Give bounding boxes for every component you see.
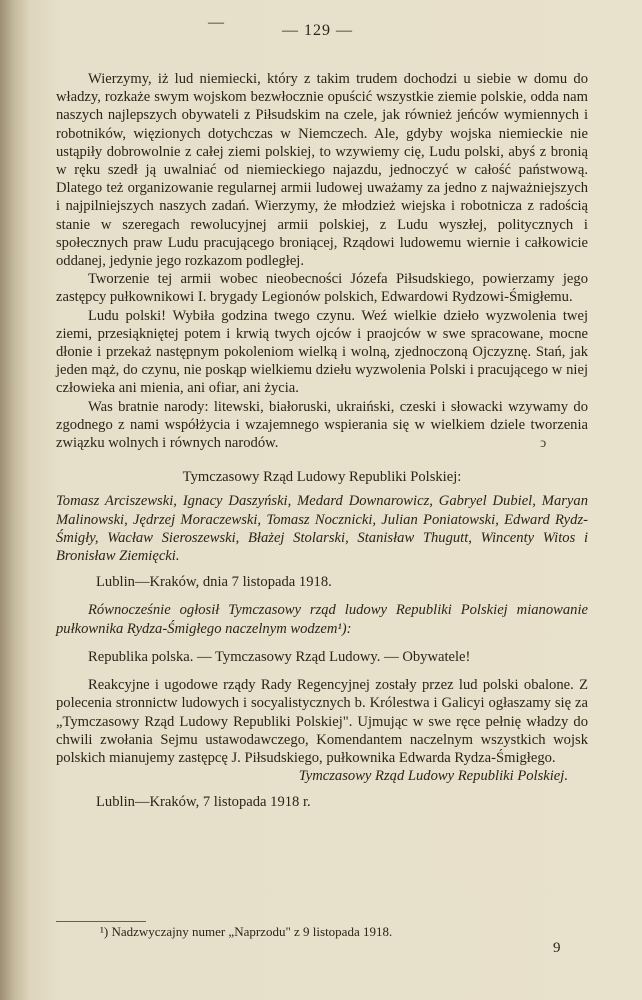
paragraph-1: Wierzymy, iż lud niemiecki, który z takim trudem dochodzi u siebie w domu do władzy, rozkaże swym wojskom bezwłocznie opuścić wszystkie ziemie polskie, odda nam naszych najlepszych obywateli z Piłsudskim na czele, jak również jeńców wymiennych i robotników, więzionych dotychczas w Niemczech. Ale, gdyby wojska niemieckie nie ustąpiły dobrowolnie z całej ziemi polskiej, to wzywiemy cię, Ludu polski, abyś z bronią w ręku szedł ją uwalniać od niemieckiego najazdu, jednoczyć w całość państwową. Dlatego też organizowanie regularnej armii ludowej uważamy za jedno z najważniejszych i najpilniejszych naszych zadań. Wierzymy, że młodzież wiejska i robotnicza z radością stanie w szeregach rewolucyjnej armii polskiej, z Ludu wyszłej, politycznych i społecznych praw Ludu pracującego broniącej, Rządowi ludowemu wiernie i całkowicie oddanej, jedynie jego rozkazom podległej. [56, 71, 588, 270]
paragraph-4: Was bratnie narody: litewski, białoruski, ukraiński, czeski i słowacki wzywamy do zgodnego z nami współżycia i wzajemnego wspierania się w wielkiem dziele tworzenia związku wolnych i równych narodów. [56, 398, 588, 452]
page-text [56, 70, 588, 812]
sheet-signature-mark: 9 [553, 940, 561, 956]
paragraph-3: Ludu polski! Wybiła godzina twego czynu. Weź wielkie dzieło wyzwolenia twej ziemi, przesiąkniętej potem i krwią twych ojców i praojców w swe spracowane, mocne dłonie i przekaż następnym pokoleniom wielką i wolną, zjednoczoną Ojczyznę. Stań, jak jeden mąż, do czynu, nie poskąp wielkiemu dziełu wyzwolenia Polski i pracującego w niej człowieka ani mienia, ani ofiar, ani życia. [56, 307, 588, 397]
footnote-rule [56, 921, 146, 922]
margin-mark: ↄ [540, 436, 547, 451]
header-dash: — [208, 14, 224, 31]
paragraph-5: Reakcyjne i ugodowe rządy Rady Regencyjnej zostały przez lud polski obalone. Z polecenia stronnictw ludowych i socyalistycznych b. Królestwa i Galicyi ogłaszamy się za „Tymczasowy Rząd Ludowy Republiki Polskiej". Ujmując w swe ręce pełnię władzy do chwili zwołania Sejmu ustawodawczego, Komendantem naczelnym wszystkich wojsk polskich mianujemy zastępcę J. Piłsudskiego, pułkownika Edwarda Rydza-Śmigłego. [56, 677, 588, 766]
paragraph-2: Tworzenie tej armii wobec nieobecności Józefa Piłsudskiego, powierzamy jego zastępcy pułkownikowi I. brygady Legionów polskich, Edwardowi Rydzowi-Śmigłemu. [56, 271, 588, 306]
page-number: — 129 — [282, 22, 353, 39]
place-date-2: Lublin—Kraków, 7 listopada 1918 r. [96, 794, 311, 811]
place-date: Lublin—Kraków, dnia 7 listopada 1918. [96, 574, 332, 591]
footnote: ¹) Nadzwyczajny numer „Naprzodu" z 9 listopada 1918. [100, 924, 393, 939]
signatories-list: Tomasz Arciszewski, Ignacy Daszyński, Medard Downarowicz, Gabryel Dubiel, Maryan Malinowski, Jędrzej Moraczewski, Tomasz Nocznicki, Julian Poniatowski, Edward Rydz-Śmigły, Wacław Sieroszewski, Błażej Stolarski, Stanisław Thugutt, Wincenty Witos i Bronisław Ziemięcki. [56, 493, 588, 565]
government-signature: Tymczasowy Rząd Ludowy Republiki Polskiej. [298, 768, 568, 785]
announcement-heading: Republika polska. — Tymczasowy Rząd Ludowy. — Obywatele! [88, 648, 471, 665]
italic-note: Równocześnie ogłosił Tymczasowy rząd ludowy Republiki Polskiej mianowanie pułkownika Rydza-Śmigłego naczelnym wodzem¹): [56, 602, 588, 637]
government-heading: Tymczasowy Rząd Ludowy Republiki Polskiej: [182, 469, 462, 486]
